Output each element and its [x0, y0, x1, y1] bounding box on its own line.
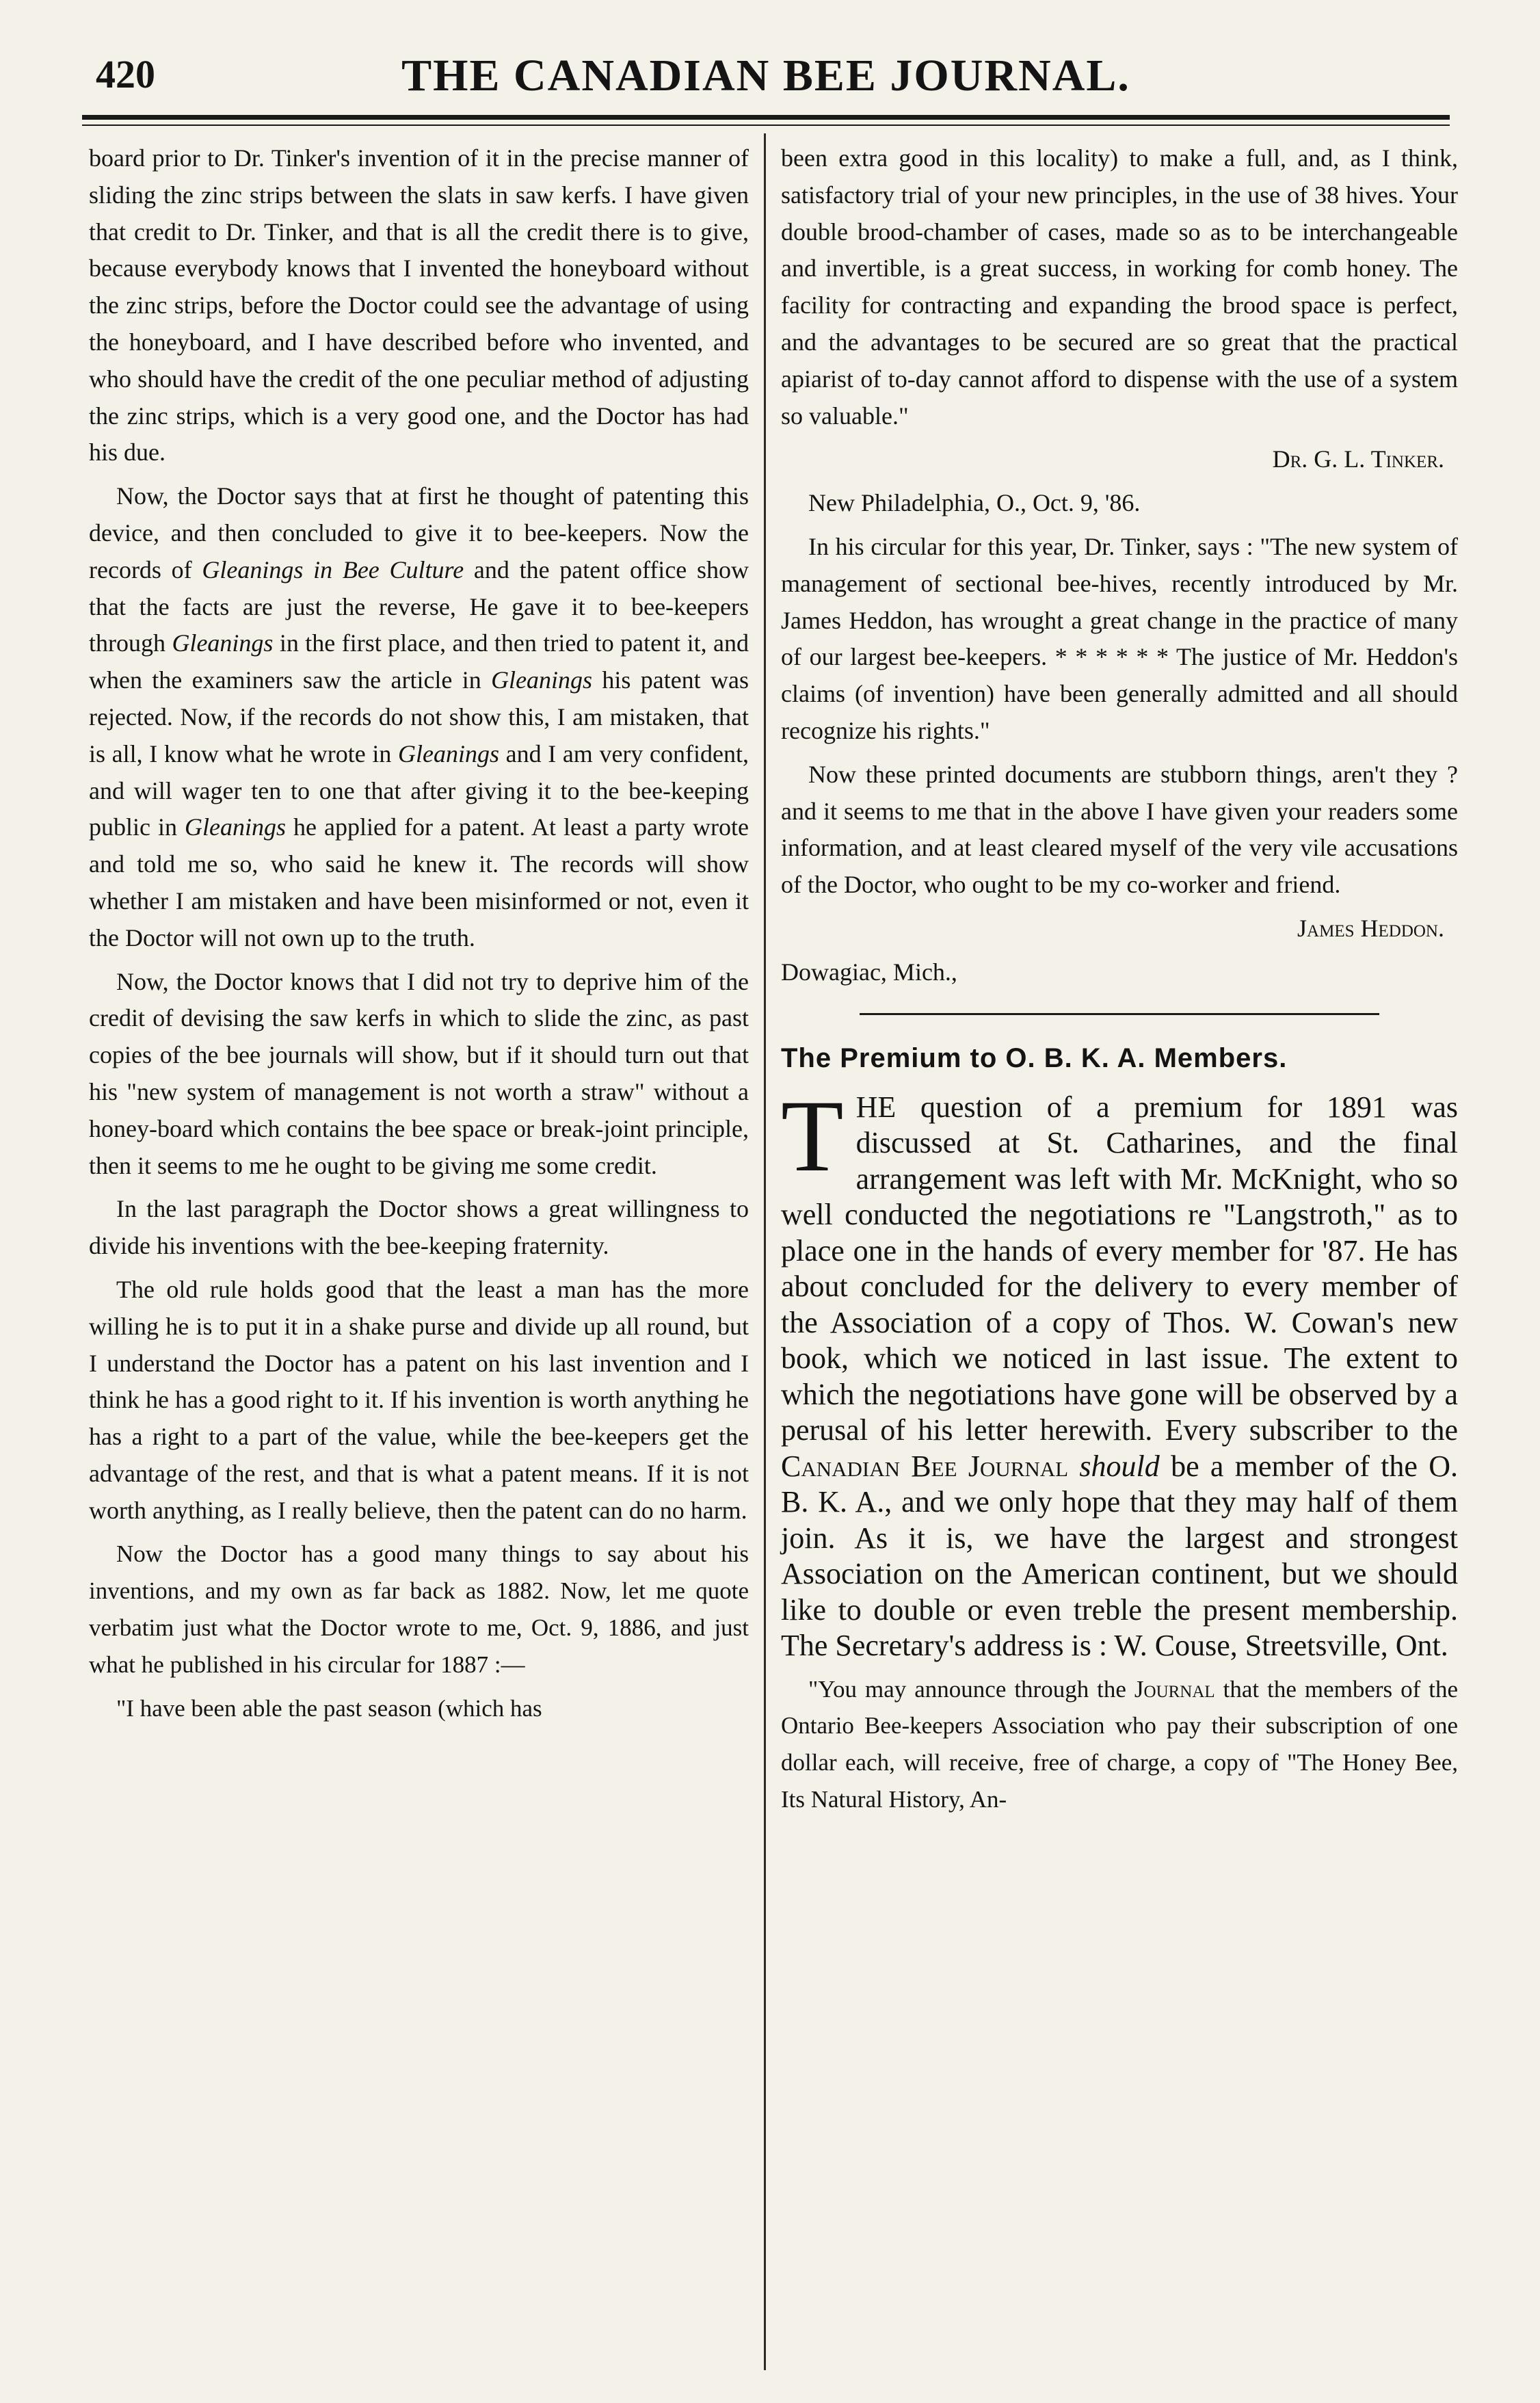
right-paragraph-1: been extra good in this locality) to make a full, and, as I think, satisfactory trial of your new principles, in the use of 38 hives. Your double brood-chamber of cases, made so as to be interchangeable and invertible, is a great success, in working for comb honey. The facility for contracting and expanding the brood space is perfect, and the advantages to be secured are so great that the practical apiarist of to-day cannot afford to dispense with the use of a system so valuable." — [781, 144, 1458, 430]
header-rule-thin — [82, 124, 1450, 126]
page-header — [96, 38, 1436, 106]
publication-title: Gleanings — [397, 739, 499, 767]
publication-title: Gleanings — [172, 629, 274, 657]
journal-name: Canadian Bee Journal — [781, 1449, 1069, 1483]
announcement-paragraph: "You may announce through the Journal that the members of the Ontario Bee-keepers Association who pay their subscription of one dollar each, will receive, free of charge, a copy of "The Honey Bee, Its Natural History, An- — [781, 1675, 1458, 1813]
left-paragraph-7: "I have been able the past season (which has — [116, 1694, 542, 1722]
left-paragraph-6: Now the Doctor has a good many things to say about his inventions, and my own as far back as 1882. Now, let me quote verbatim just what the Doctor wrote to me, Oct. 9, 1886, and just what he published in his circular for 1887 :— — [89, 1540, 749, 1678]
section-title: The Premium to O. B. K. A. Members. — [781, 1042, 1288, 1073]
publication-title: Gleanings in Bee Culture — [202, 555, 464, 583]
left-paragraph-1: board prior to Dr. Tinker's invention of it in the precise manner of sliding the zinc strips between the slats in saw kerfs. I have given that credit to Dr. Tinker, and that is all the credit there is to give, because everybody knows that I invented the honeyboard without the zinc strips, before the Doctor could see the advantage of using the honeyboard, and I have described before who invented, and who should have the credit of the one peculiar method of adjusting the zinc strips, which is a very good one, and the Doctor has had his due. — [89, 144, 749, 467]
premium-paragraph: THE question of a premium for 1891 was discussed at St. Catharines, and the final arrangement was left with Mr. McKnight, who so well conducted the negotiations re "Langstroth," as to place one in the hands of every member for '87. He has about concluded for the delivery to every member of the Association of a copy of Thos. W. Cowan's new book, which we noticed in last issue. The extent to which the negotiations have gone will be observed by a perusal of his letter herewith. Every subscriber to the Canadian Bee Journal should be a member of the O. B. K. A., and we only hope that they may half of them join. As it is, we have the largest and strongest Association on the American continent, but we should like to double or even treble the present membership. The Secretary's address is : W. Couse, Streetsville, Ont. — [781, 1079, 1459, 1663]
drop-cap: T — [781, 1079, 844, 1193]
right-column — [781, 140, 1458, 1825]
column-divider — [764, 133, 766, 2370]
signature-heddon: James Heddon. — [1297, 914, 1444, 942]
left-paragraph-5: The old rule holds good that the least a man has the more willing he is to put it in a shake purse and divide up all round, but I understand the Doctor has a patent on his last invention and I think he has a good right to it. If his invention is worth anything he has a right to a part of the value, while the bee-keepers get the advantage of the rest, and that is what a patent means. If it is not worth anything, as I really believe, then the patent can do no harm. — [89, 1275, 749, 1524]
left-paragraph-2: Now, the Doctor says that at first he thought of patenting this device, and then concluded to give it to bee-keepers. Now the records of Gleanings in Bee Culture and the patent office show that the facts are just the reverse, He gave it to bee-keepers through Gleanings in the first place, and then tried to patent it, and when the examiners saw the article in Gleanings his patent was rejected. Now, if the records do not show this, I am mistaken, that is all, I know what he wrote in Gleanings and I am very confident, and will wager ten to one that after giving it to the bee-keeping public in Gleanings he applied for a patent. At least a party wrote and told me so, who said he knew it. The records will show whether I am mistaken and have been misinformed or not, even it the Doctor will not own up to the truth. — [89, 482, 749, 951]
left-column — [89, 140, 749, 1733]
place-heddon: Dowagiac, Mich., — [781, 958, 957, 986]
publication-title: Gleanings — [185, 813, 287, 841]
page-number: 420 — [96, 52, 155, 96]
journal-title: THE CANADIAN BEE JOURNAL. — [401, 51, 1130, 101]
dateline-tinker: New Philadelphia, O., Oct. 9, '86. — [808, 489, 1141, 517]
header-rule-thick — [82, 115, 1450, 120]
signature-tinker: Dr. G. L. Tinker. — [1272, 445, 1444, 473]
left-paragraph-3: Now, the Doctor knows that I did not try to deprive him of the credit of devising the saw kerfs in which to slide the zinc, as past copies of the bee journals will show, but if it should turn out that his "new system of management is not worth a straw" without a honey-board which contains the bee space or break-joint principle, then it seems to me he ought to be giving me some credit. — [89, 967, 749, 1179]
left-paragraph-4: In the last paragraph the Doctor shows a great willingness to divide his inventions with the bee-keeping fraternity. — [89, 1195, 749, 1260]
right-paragraph-2: In his circular for this year, Dr. Tinker, says : "The new system of management of sectional bee-hives, recently introduced by Mr. James Heddon, has wrought a great change in the practice of many of our largest bee-keepers. * * * * * * The justice of Mr. Heddon's claims (of invention) have been generally admitted and all should recognize his rights." — [781, 532, 1458, 744]
section-divider — [781, 998, 1458, 1025]
right-paragraph-3: Now these printed documents are stubborn things, aren't they ? and it seems to me that in the above I have given your readers some information, and at least cleared myself of the very vile accusations of the Doctor, who ought to be my co-worker and friend. — [781, 760, 1458, 899]
publication-title: Gleanings — [491, 666, 593, 694]
